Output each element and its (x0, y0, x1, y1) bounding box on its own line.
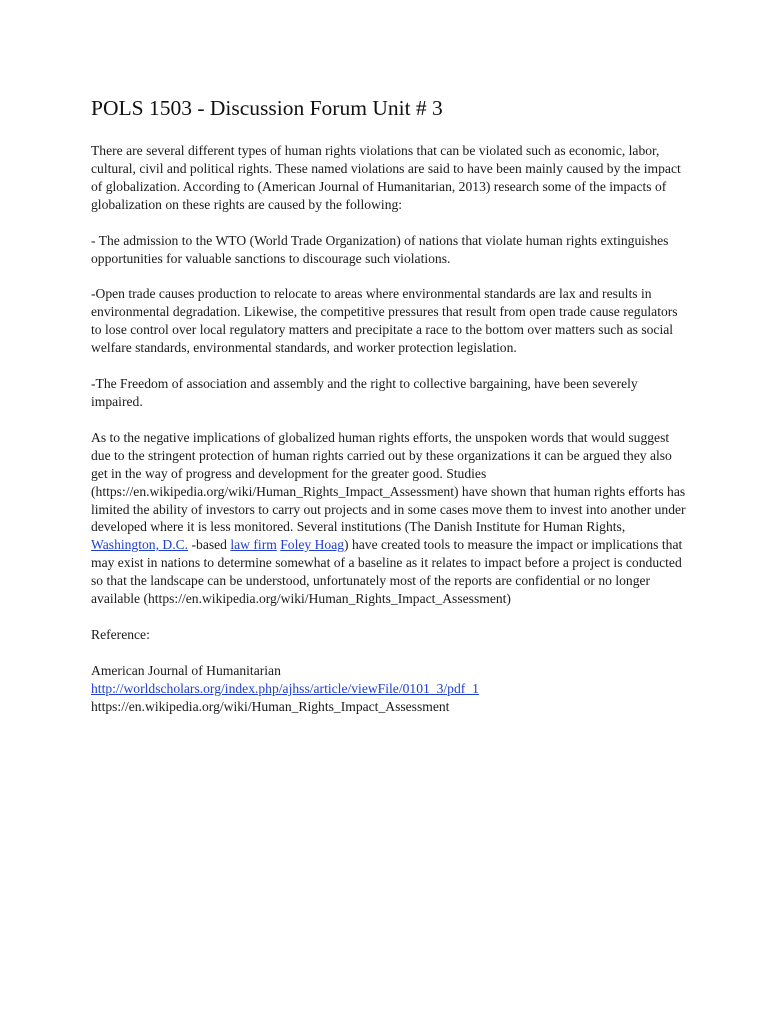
paragraph-intro: There are several different types of human rights violations that can be violated such as economic, labor, cultural, civil and political rights. These named violations are said to have been mainly caused by the impact of globalization. According to (American Journal of Humanitarian, 2013) research some of the impacts of globalization on these rights are caused by the following: (91, 143, 681, 212)
paragraph-text: -based (188, 537, 231, 553)
reference-1-link[interactable]: http://worldscholars.org/index.php/ajhss/article/viewFile/0101_3/pdf_1 (91, 680, 479, 696)
document-title: POLS 1503 - Discussion Forum Unit # 3 (91, 96, 443, 120)
paragraph-open-trade: -Open trade causes production to relocate to areas where environmental standards are lax and results in environmental degradation. Likewise, the competitive pressures that result from open trade cause regulators to lose control over local regulatory matters and precipitate a race to the bottom over matters such as social welfare standards, environmental standards, and worker protection legislation. (91, 286, 678, 356)
paragraph-negative-implications (91, 429, 691, 608)
link-law-firm[interactable]: law firm (230, 537, 277, 553)
paragraph-wto: - The admission to the WTO (World Trade Organization) of nations that violate human rights extinguishes opportunities for valuable sanctions to discourage such violations. (91, 232, 669, 266)
reference-heading: Reference: (91, 626, 150, 642)
paragraph-freedom: -The Freedom of association and assembly and the right to collective bargaining, have been severely impaired. (91, 376, 638, 409)
reference-1-title: American Journal of Humanitarian (91, 662, 281, 678)
reference-2: https://en.wikipedia.org/wiki/Human_Rights_Impact_Assessment (91, 698, 450, 714)
paragraph-text: ) have created tools to measure the impact or implications that may exist in nations to determine somewhat of a baseline as it relates to impact before a project is conducted so that the landscape can be understood, unfortunately most of the reports are confidential or no longer available (https://en.wikipedia.org/wiki/Human_Rights_Impact_Assessment) (91, 537, 683, 607)
paragraph-text: As to the negative implications of globalized human rights efforts, the unspoken words that would suggest due to the stringent protection of human rights carried out by these organizations it can be argued they also get in the way of progress and development for the greater good. Studies (https://en.wikipedia.org/wiki/Human_Rights_Impact_Assessment) have shown that human rights efforts has limited the ability of investors to carry out projects and in some cases move them to invest into another under developed where it is less monitored. Several institutions (The Danish Institute for Human Rights, (91, 429, 686, 535)
link-washington-dc[interactable]: Washington, D.C. (91, 537, 189, 553)
reference-1-link-line (91, 680, 691, 698)
reference-list (91, 662, 691, 716)
link-foley-hoag[interactable]: Foley Hoag (280, 537, 345, 553)
document-body (91, 94, 691, 716)
